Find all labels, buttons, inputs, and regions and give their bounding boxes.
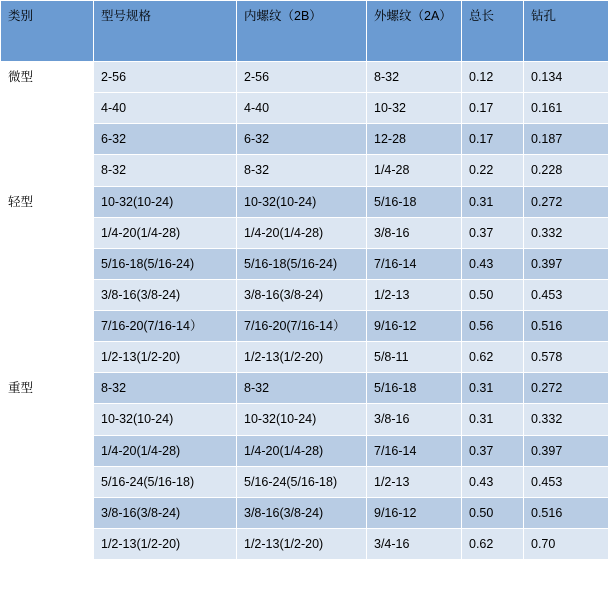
cell-drill-hole: 0.161	[524, 93, 608, 124]
cell-drill-hole: 0.272	[524, 373, 608, 404]
cell-total-length: 0.22	[462, 155, 524, 186]
cell-drill-hole: 0.397	[524, 248, 608, 279]
column-header-external-thread: 外螺纹（2A）	[367, 1, 462, 62]
category-label: 微型	[8, 70, 34, 84]
cell-total-length: 0.56	[462, 311, 524, 342]
cell-total-length: 0.12	[462, 62, 524, 93]
table-row	[1, 62, 608, 93]
column-header-total-length: 总长	[462, 1, 524, 62]
cell-model-spec: 8-32	[94, 373, 237, 404]
cell-external-thread: 9/16-12	[367, 497, 462, 528]
cell-model-spec: 3/8-16(3/8-24)	[94, 279, 237, 310]
cell-external-thread: 12-28	[367, 124, 462, 155]
cell-model-spec: 4-40	[94, 93, 237, 124]
cell-total-length: 0.31	[462, 186, 524, 217]
cell-internal-thread: 10-32(10-24)	[237, 186, 367, 217]
cell-model-spec: 10-32(10-24)	[94, 404, 237, 435]
cell-external-thread: 5/16-18	[367, 186, 462, 217]
column-header-category: 类别	[1, 1, 94, 62]
cell-external-thread: 3/4-16	[367, 528, 462, 559]
cell-internal-thread: 5/16-18(5/16-24)	[237, 248, 367, 279]
cell-total-length: 0.37	[462, 435, 524, 466]
cell-model-spec: 10-32(10-24)	[94, 186, 237, 217]
cell-drill-hole: 0.578	[524, 342, 608, 373]
cell-internal-thread: 8-32	[237, 373, 367, 404]
cell-internal-thread: 3/8-16(3/8-24)	[237, 497, 367, 528]
cell-total-length: 0.17	[462, 124, 524, 155]
cell-model-spec: 3/8-16(3/8-24)	[94, 497, 237, 528]
cell-internal-thread: 5/16-24(5/16-18)	[237, 466, 367, 497]
cell-drill-hole: 0.272	[524, 186, 608, 217]
table-header	[1, 1, 608, 62]
cell-internal-thread: 8-32	[237, 155, 367, 186]
cell-drill-hole: 0.332	[524, 404, 608, 435]
cell-internal-thread: 1/4-20(1/4-28)	[237, 217, 367, 248]
cell-internal-thread: 7/16-20(7/16-14）	[237, 311, 367, 342]
cell-internal-thread: 6-32	[237, 124, 367, 155]
cell-external-thread: 8-32	[367, 62, 462, 93]
cell-total-length: 0.43	[462, 466, 524, 497]
cell-internal-thread: 1/2-13(1/2-20)	[237, 528, 367, 559]
cell-drill-hole: 0.228	[524, 155, 608, 186]
cell-drill-hole: 0.516	[524, 497, 608, 528]
cell-model-spec: 8-32	[94, 155, 237, 186]
column-header-drill-hole: 钻孔	[524, 1, 608, 62]
cell-internal-thread: 4-40	[237, 93, 367, 124]
cell-internal-thread: 3/8-16(3/8-24)	[237, 279, 367, 310]
cell-drill-hole: 0.332	[524, 217, 608, 248]
cell-model-spec: 7/16-20(7/16-14）	[94, 311, 237, 342]
table-row	[1, 186, 608, 217]
cell-external-thread: 7/16-14	[367, 435, 462, 466]
cell-total-length: 0.50	[462, 497, 524, 528]
cell-drill-hole: 0.453	[524, 279, 608, 310]
cell-internal-thread: 2-56	[237, 62, 367, 93]
column-header-internal-thread: 内螺纹（2B）	[237, 1, 367, 62]
cell-drill-hole: 0.134	[524, 62, 608, 93]
cell-total-length: 0.31	[462, 404, 524, 435]
cell-model-spec: 1/2-13(1/2-20)	[94, 342, 237, 373]
cell-drill-hole: 0.187	[524, 124, 608, 155]
category-cell-heavy	[1, 373, 94, 560]
cell-total-length: 0.50	[462, 279, 524, 310]
cell-external-thread: 1/4-28	[367, 155, 462, 186]
category-cell-light	[1, 186, 94, 373]
cell-external-thread: 1/2-13	[367, 279, 462, 310]
cell-model-spec: 2-56	[94, 62, 237, 93]
cell-total-length: 0.43	[462, 248, 524, 279]
table-row	[1, 373, 608, 404]
cell-model-spec: 6-32	[94, 124, 237, 155]
category-cell-micro	[1, 62, 94, 187]
cell-total-length: 0.62	[462, 342, 524, 373]
cell-external-thread: 7/16-14	[367, 248, 462, 279]
header-row	[1, 1, 608, 62]
cell-internal-thread: 1/4-20(1/4-28)	[237, 435, 367, 466]
cell-model-spec: 1/2-13(1/2-20)	[94, 528, 237, 559]
category-label: 重型	[8, 381, 34, 396]
table-body	[1, 62, 608, 560]
cell-external-thread: 3/8-16	[367, 404, 462, 435]
cell-total-length: 0.37	[462, 217, 524, 248]
cell-external-thread: 10-32	[367, 93, 462, 124]
cell-external-thread: 3/8-16	[367, 217, 462, 248]
column-header-model-spec: 型号规格	[94, 1, 237, 62]
cell-total-length: 0.62	[462, 528, 524, 559]
cell-total-length: 0.17	[462, 93, 524, 124]
category-label: 轻型	[8, 194, 34, 209]
cell-drill-hole: 0.70	[524, 528, 608, 559]
cell-drill-hole: 0.516	[524, 311, 608, 342]
cell-external-thread: 9/16-12	[367, 311, 462, 342]
cell-model-spec: 1/4-20(1/4-28)	[94, 435, 237, 466]
cell-drill-hole: 0.397	[524, 435, 608, 466]
cell-model-spec: 1/4-20(1/4-28)	[94, 217, 237, 248]
cell-model-spec: 5/16-18(5/16-24)	[94, 248, 237, 279]
cell-total-length: 0.31	[462, 373, 524, 404]
cell-internal-thread: 10-32(10-24)	[237, 404, 367, 435]
cell-drill-hole: 0.453	[524, 466, 608, 497]
cell-external-thread: 5/16-18	[367, 373, 462, 404]
cell-model-spec: 5/16-24(5/16-18)	[94, 466, 237, 497]
cell-external-thread: 5/8-11	[367, 342, 462, 373]
cell-external-thread: 1/2-13	[367, 466, 462, 497]
cell-internal-thread: 1/2-13(1/2-20)	[237, 342, 367, 373]
